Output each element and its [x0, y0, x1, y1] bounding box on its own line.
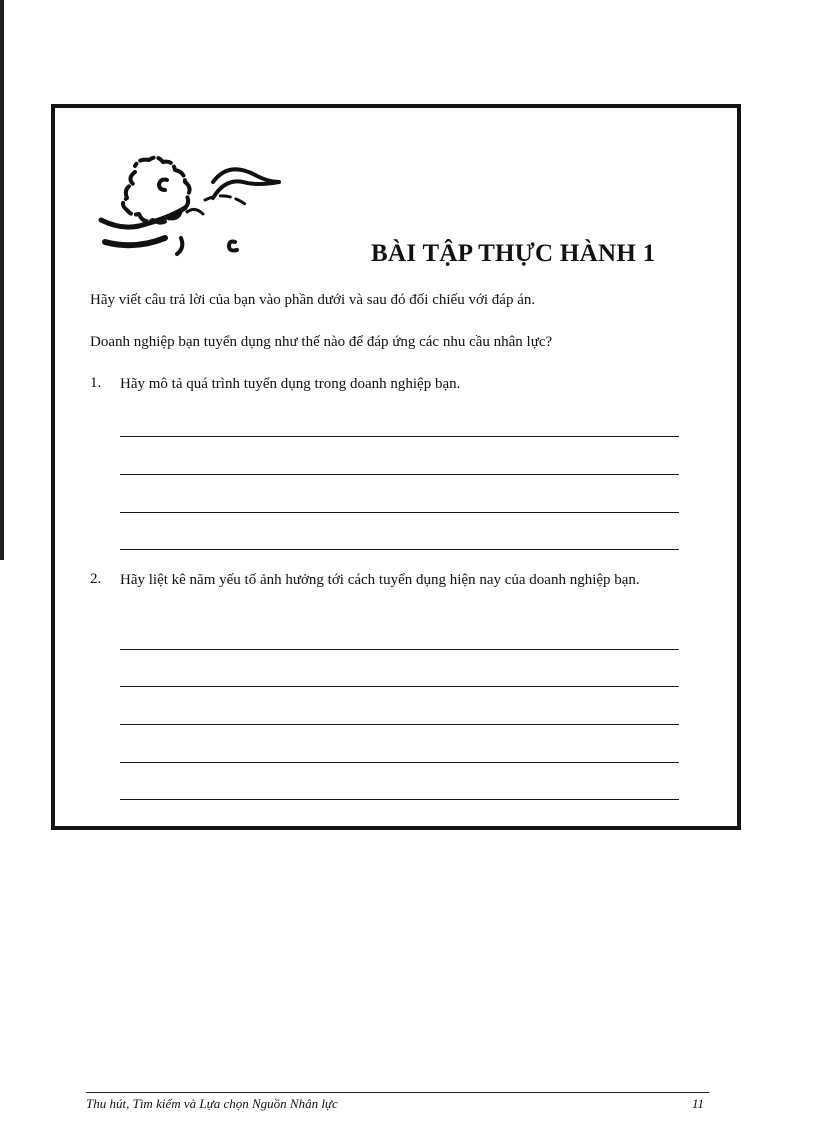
footer-divider — [86, 1092, 709, 1093]
scan-edge — [0, 0, 4, 560]
gears-icon — [95, 142, 285, 262]
answer-line[interactable] — [120, 724, 679, 725]
exercise-title: BÀI TẬP THỰC HÀNH 1 — [371, 240, 656, 267]
question-text: Doanh nghiệp bạn tuyển dụng như thế nào để đáp ứng các nhu cầu nhân lực? — [90, 334, 553, 350]
answer-line[interactable] — [120, 649, 679, 650]
page-number: 11 — [692, 1096, 705, 1111]
instruction-text: Hãy viết câu trả lời của bạn vào phần dưới và sau đó đối chiếu với đáp án. — [90, 292, 536, 308]
item-number: 1. — [90, 375, 102, 391]
answer-line[interactable] — [120, 549, 679, 550]
item-number: 2. — [90, 571, 102, 587]
item-text: Hãy liệt kê năm yếu tố ảnh hưởng tới cách tuyển dụng hiện nay của doanh nghiệp bạn. — [120, 572, 640, 588]
item-text: Hãy mô tả quá trình tuyển dụng trong doanh nghiệp bạn. — [120, 376, 461, 392]
footer-book-title: Thu hút, Tìm kiếm và Lựa chọn Nguồn Nhân lực — [86, 1096, 338, 1111]
answer-line[interactable] — [120, 474, 679, 475]
exercise-box — [51, 104, 741, 830]
answer-line[interactable] — [120, 799, 679, 800]
answer-line[interactable] — [120, 436, 679, 437]
answer-line[interactable] — [120, 512, 679, 513]
answer-line[interactable] — [120, 686, 679, 687]
answer-line[interactable] — [120, 762, 679, 763]
